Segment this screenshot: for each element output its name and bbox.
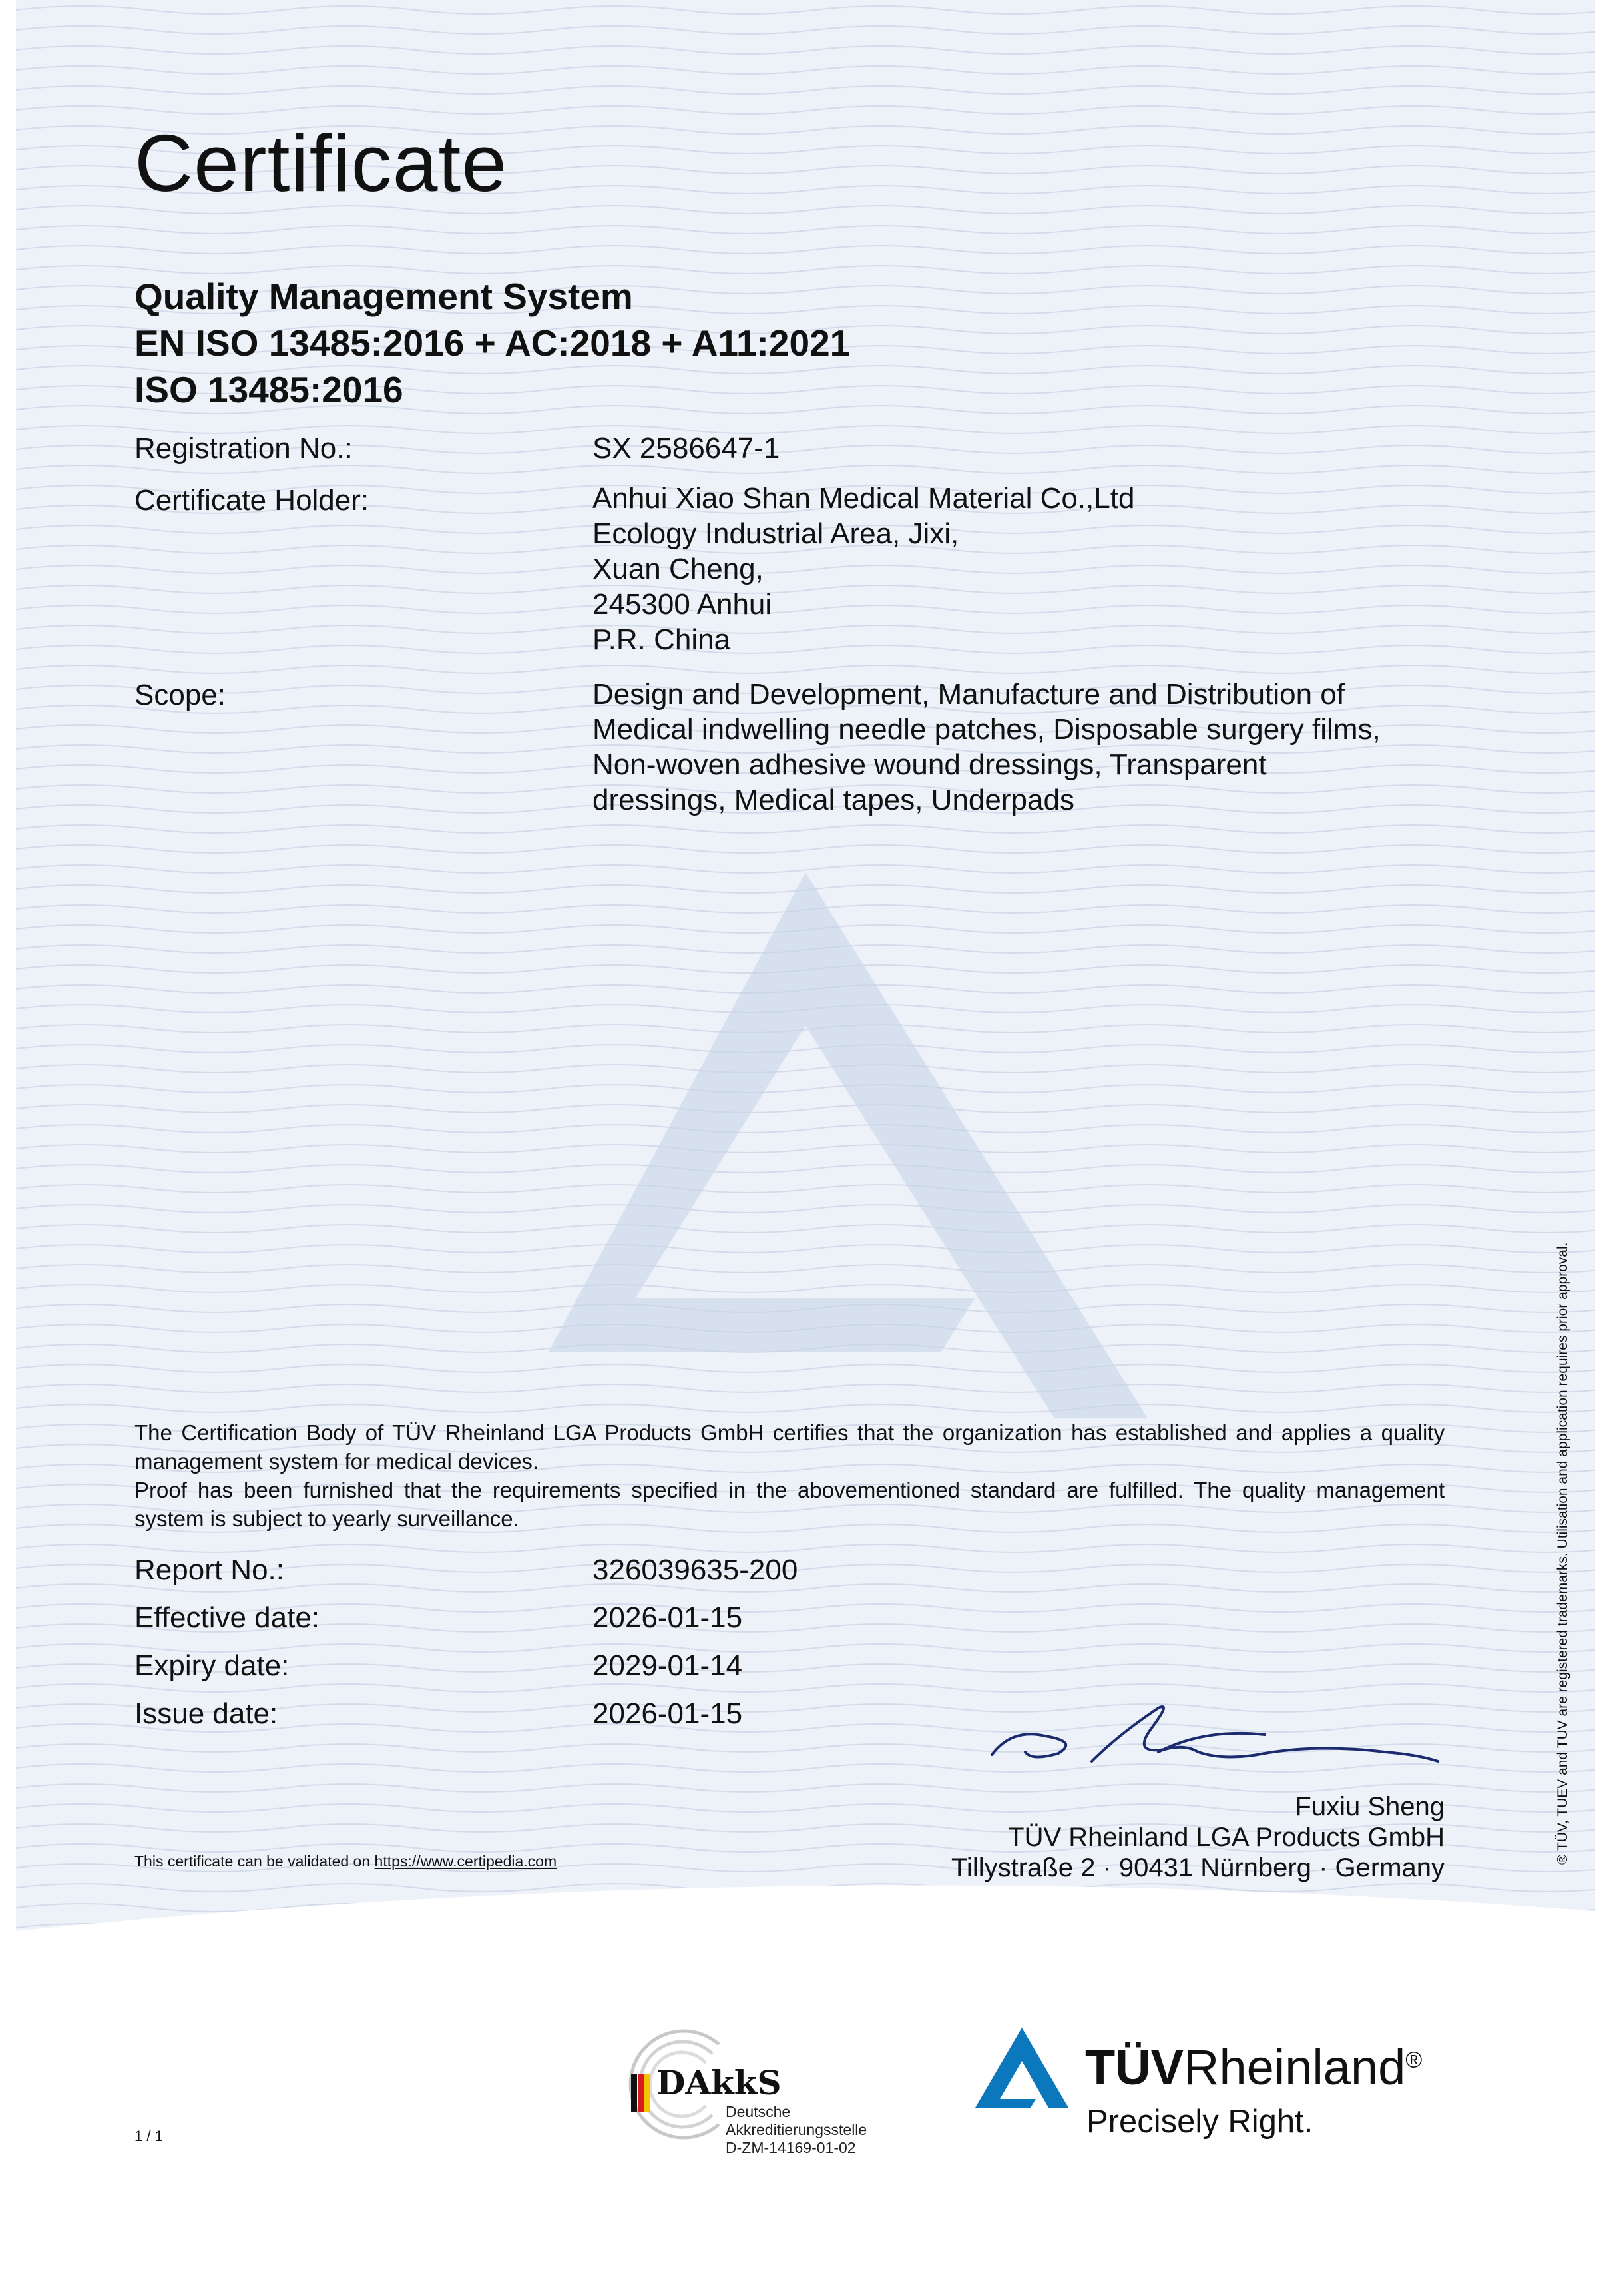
- tuv-tagline: Precisely Right.: [1086, 2104, 1313, 2140]
- certificate-title: Certificate: [134, 118, 508, 208]
- standard-line-2: EN ISO 13485:2016 + AC:2018 + A11:2021: [134, 322, 851, 364]
- effective-date-value: 2026-01-15: [592, 1601, 743, 1634]
- dakks-description: [726, 2103, 867, 2157]
- tuv-brand-bold: TÜV: [1085, 2040, 1184, 2095]
- registration-value: SX 2586647-1: [592, 432, 780, 465]
- certification-paragraph-1: The Certification Body of TÜV Rheinland LGA Products GmbH certifies that the organization has established and applies a quality management system for medical devices.: [134, 1420, 1445, 1474]
- dakks-name: DAkkS: [656, 2063, 782, 2102]
- report-value: 326039635-200: [592, 1554, 798, 1586]
- expiry-date-value: 2029-01-14: [592, 1649, 743, 1682]
- report-label: Report No.:: [134, 1554, 284, 1586]
- expiry-date-label: Expiry date:: [134, 1649, 290, 1682]
- scope-text: [592, 677, 1381, 818]
- registration-label: Registration No.:: [134, 432, 353, 465]
- holder-line: Ecology Industrial Area, Jixi,: [592, 517, 959, 550]
- holder-line: Xuan Cheng,: [592, 553, 764, 585]
- validation-note: [134, 1853, 557, 1870]
- signature-image: [985, 1688, 1451, 1781]
- tuv-brand: [1085, 2039, 1422, 2096]
- holder-line: P.R. China: [592, 623, 731, 656]
- holder-line: Anhui Xiao Shan Medical Material Co.,Ltd: [592, 482, 1135, 515]
- tuv-registered-mark: ®: [1405, 2047, 1423, 2073]
- dakks-code: D-ZM-14169-01-02: [726, 2139, 856, 2156]
- scope-line: dressings, Medical tapes, Underpads: [592, 784, 1074, 816]
- tuv-rheinland-logo: [972, 2024, 1478, 2157]
- page-number: 1 / 1: [134, 2128, 163, 2144]
- standard-line-1: Quality Management System: [134, 276, 633, 317]
- tuv-triangle-icon: [972, 2024, 1072, 2111]
- certification-statement: [134, 1418, 1445, 1533]
- standard-line-3: ISO 13485:2016: [134, 369, 403, 410]
- certipedia-link[interactable]: https://www.certipedia.com: [374, 1853, 557, 1870]
- dakks-line-2: Akkreditierungsstelle: [726, 2121, 867, 2138]
- validation-text: This certificate can be validated on: [134, 1853, 375, 1870]
- scope-line: Medical indwelling needle patches, Disposable surgery films,: [592, 713, 1381, 746]
- signatory-address: Tillystraße 2 · 90431 Nürnberg · Germany: [951, 1853, 1445, 1882]
- scope-line: Design and Development, Manufacture and Distribution of: [592, 678, 1345, 711]
- issue-date-value: 2026-01-15: [592, 1697, 743, 1730]
- signatory-name: Fuxiu Sheng: [1295, 1792, 1445, 1821]
- tuv-brand-regular: Rheinland: [1184, 2040, 1406, 2095]
- issue-date-label: Issue date:: [134, 1697, 278, 1730]
- certification-paragraph-2: Proof has been furnished that the requirements specified in the abovementioned standard are fulfilled. The quality management system is subject to yearly surveillance.: [134, 1478, 1445, 1531]
- dakks-logo: [619, 2024, 899, 2164]
- scope-line: Non-woven adhesive wound dressings, Transparent: [592, 748, 1267, 781]
- scope-label: Scope:: [134, 679, 226, 711]
- effective-date-label: Effective date:: [134, 1601, 320, 1634]
- signatory-company: TÜV Rheinland LGA Products GmbH: [1008, 1823, 1445, 1852]
- holder-line: 245300 Anhui: [592, 588, 772, 621]
- trademark-note: ® TÜV, TUEV and TUV are registered trademarks. Utilisation and application requires prior approval.: [1555, 1242, 1570, 1865]
- signatory-block: [951, 1791, 1445, 1883]
- dakks-line-1: Deutsche: [726, 2103, 791, 2120]
- holder-label: Certificate Holder:: [134, 484, 369, 517]
- holder-address: [592, 481, 1134, 657]
